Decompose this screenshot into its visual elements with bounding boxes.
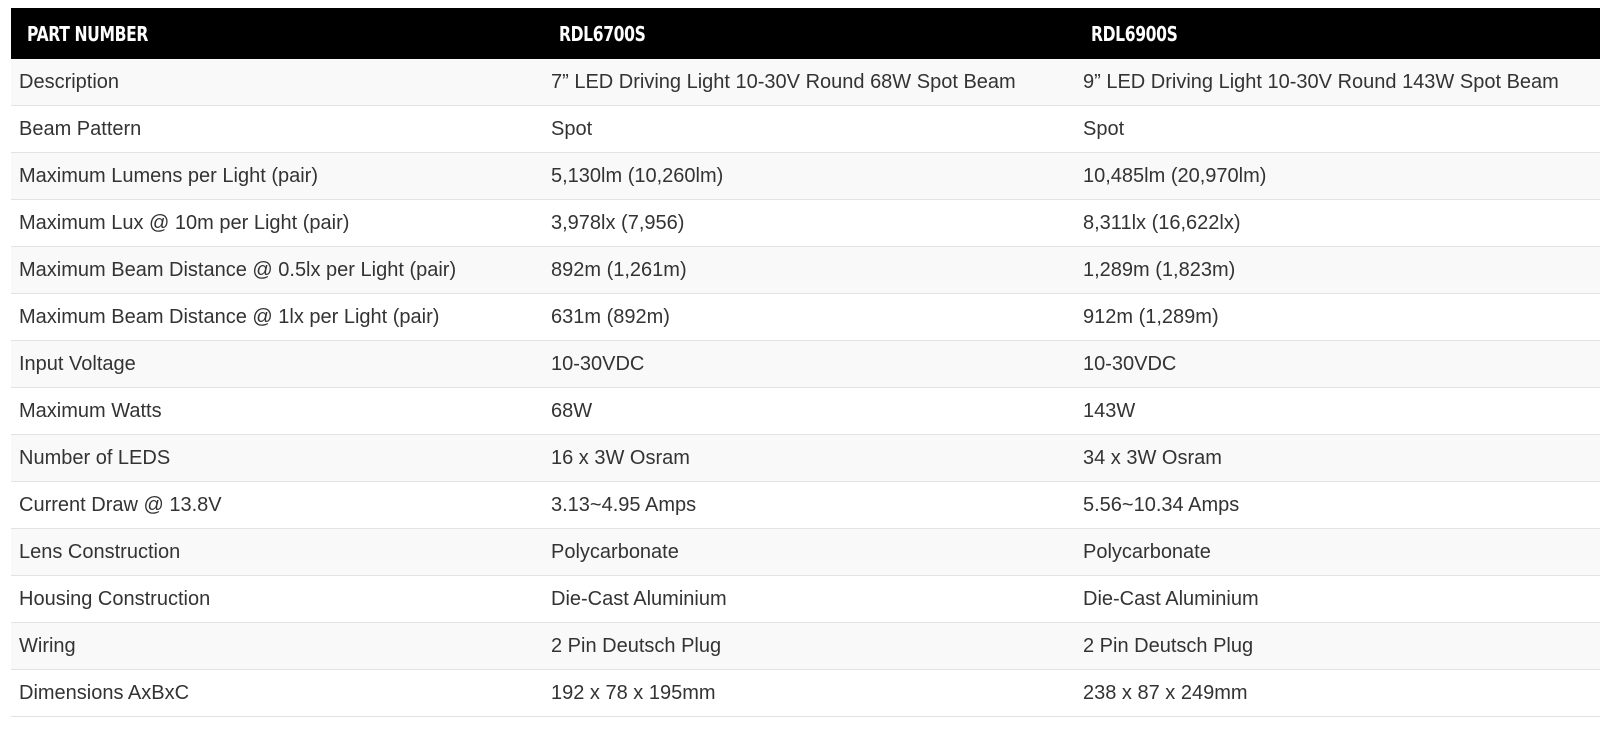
cell-rdl6700s: 631m (892m)	[543, 294, 1075, 341]
table-row	[11, 341, 1600, 388]
row-label: Dimensions AxBxC	[11, 670, 543, 717]
table-row	[11, 106, 1600, 153]
header-rdl6900s	[1075, 8, 1600, 59]
cell-rdl6900s: 143W	[1075, 388, 1600, 435]
cell-rdl6700s: 2 Pin Deutsch Plug	[543, 623, 1075, 670]
table-row	[11, 576, 1600, 623]
cell-rdl6900s: 912m (1,289m)	[1075, 294, 1600, 341]
cell-rdl6700s: 3,978lx (7,956)	[543, 200, 1075, 247]
cell-rdl6900s: 238 x 87 x 249mm	[1075, 670, 1600, 717]
table-row	[11, 59, 1600, 106]
table-row	[11, 670, 1600, 717]
header-rdl6700s	[543, 8, 1075, 59]
row-label: Maximum Beam Distance @ 1lx per Light (pair)	[11, 294, 543, 341]
table-row	[11, 482, 1600, 529]
cell-rdl6900s: 10,485lm (20,970lm)	[1075, 153, 1600, 200]
header-rdl6700s-label: RDL6700S	[559, 21, 646, 46]
table-row	[11, 529, 1600, 576]
table-row	[11, 200, 1600, 247]
row-label: Wiring	[11, 623, 543, 670]
header-rdl6900s-label: RDL6900S	[1091, 21, 1178, 46]
spec-table	[11, 8, 1600, 717]
table-row	[11, 388, 1600, 435]
cell-rdl6700s: 192 x 78 x 195mm	[543, 670, 1075, 717]
cell-rdl6700s: Die-Cast Aluminium	[543, 576, 1075, 623]
table-row	[11, 623, 1600, 670]
row-label: Beam Pattern	[11, 106, 543, 153]
row-label: Current Draw @ 13.8V	[11, 482, 543, 529]
cell-rdl6900s: 8,311lx (16,622lx)	[1075, 200, 1600, 247]
cell-rdl6900s: Spot	[1075, 106, 1600, 153]
cell-rdl6700s: 68W	[543, 388, 1075, 435]
cell-rdl6700s: Spot	[543, 106, 1075, 153]
table-body	[11, 59, 1600, 717]
row-label: Maximum Watts	[11, 388, 543, 435]
cell-rdl6700s: 892m (1,261m)	[543, 247, 1075, 294]
cell-rdl6900s: 34 x 3W Osram	[1075, 435, 1600, 482]
row-label: Maximum Lux @ 10m per Light (pair)	[11, 200, 543, 247]
cell-rdl6700s: 7” LED Driving Light 10-30V Round 68W Spot Beam	[543, 59, 1075, 106]
cell-rdl6700s: 10-30VDC	[543, 341, 1075, 388]
cell-rdl6900s: Die-Cast Aluminium	[1075, 576, 1600, 623]
row-label: Input Voltage	[11, 341, 543, 388]
cell-rdl6900s: 10-30VDC	[1075, 341, 1600, 388]
table-row	[11, 153, 1600, 200]
cell-rdl6900s: 5.56~10.34 Amps	[1075, 482, 1600, 529]
row-label: Description	[11, 59, 543, 106]
cell-rdl6700s: 3.13~4.95 Amps	[543, 482, 1075, 529]
header-part-number	[11, 8, 543, 59]
cell-rdl6900s: 1,289m (1,823m)	[1075, 247, 1600, 294]
table-row	[11, 247, 1600, 294]
row-label: Number of LEDS	[11, 435, 543, 482]
cell-rdl6700s: 16 x 3W Osram	[543, 435, 1075, 482]
row-label: Housing Construction	[11, 576, 543, 623]
table-header	[11, 8, 1600, 59]
table-row	[11, 294, 1600, 341]
cell-rdl6900s: Polycarbonate	[1075, 529, 1600, 576]
cell-rdl6900s: 9” LED Driving Light 10-30V Round 143W Spot Beam	[1075, 59, 1600, 106]
row-label: Lens Construction	[11, 529, 543, 576]
cell-rdl6700s: 5,130lm (10,260lm)	[543, 153, 1075, 200]
cell-rdl6700s: Polycarbonate	[543, 529, 1075, 576]
row-label: Maximum Lumens per Light (pair)	[11, 153, 543, 200]
header-part-number-label: PART NUMBER	[27, 21, 148, 46]
table-row	[11, 435, 1600, 482]
row-label: Maximum Beam Distance @ 0.5lx per Light (pair)	[11, 247, 543, 294]
header-row	[11, 8, 1600, 59]
cell-rdl6900s: 2 Pin Deutsch Plug	[1075, 623, 1600, 670]
